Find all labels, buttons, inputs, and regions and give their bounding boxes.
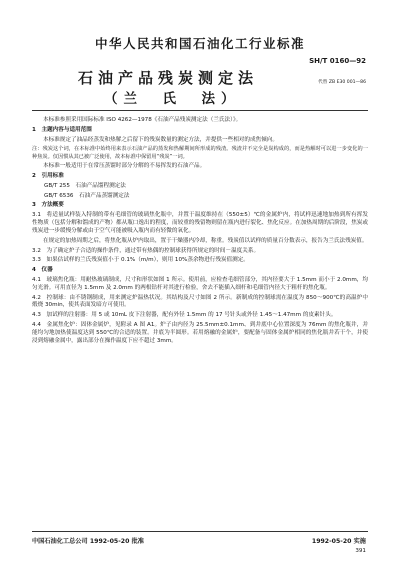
clause-4-3: 4.3 加试样的注射器：用 5 或 10mL 皮下注射器，配有外径 1.5mm 的 17 号针头或外径 1.45～1.47mm 的皮素针头。 [32, 312, 337, 319]
clause-3-1: 3.1 将适量试样装入特制的带有毛细管的玻璃焦化瓶中，并置于温度维持在（550±5）℃的金属炉内，将试样迅速地加热到所有挥发性物质（包括分解和馏成的产物）都从瓶口逸出的程度，而较重的残留物则留在瓶内进行裂化、焦化反应。在加热周期的后阶段，焦炭或残炭进一步缓慢分解或由于空气可能被吸入瓶内而有轻微的氧化。 [32, 212, 368, 234]
section-4-heading: 4 仪器 [32, 267, 53, 274]
standard-number: SH/T 0160—92 [309, 57, 366, 65]
section-1-note: 注：残炭这个词，在本标准中始终用来表示石油产品的蒸发和热解期间所形成的残渣。残渣并不完全是炭构成的，而是热解时可以进一步变化的一种焦炭。仅因惯从其已被广泛使用，故本标准中保留用“残炭”一词。 [32, 146, 368, 160]
reference-item: GB/T 6536 石油产品蒸馏测定法 [44, 192, 130, 199]
document-subtitle: （兰 氏 法） [104, 91, 241, 107]
section-3-heading: 3 方法概要 [32, 202, 64, 209]
clause-3-2: 3.2 为了确定炉子合适的操作条件，通过带有热偶的控制球获得所规定的时间－温度关系。 [32, 247, 260, 254]
section-2-heading: 2 引用标准 [32, 172, 64, 179]
clause-4-2: 4.2 控制球：由不锈钢制成，用来测定炉温热状况。其结构及尺寸如图 2 所示。新制成的控制球需在温度为 850～900℃的高温炉中煅烧 30min，使其表面发暗方可使用。 [32, 294, 368, 309]
approval-info: 中国石油化工总公司 1992-05-20 批准 [32, 538, 144, 545]
clause-3-3: 3.3 如果估试样的兰氏残炭值小于 0.1%（m/m），则用 10%蒸余物进行残炭值测定。 [32, 257, 249, 264]
section-1-scope: 本标准一般适用于在常压蒸馏时部分分解的不易挥发的石油产品。 [43, 163, 206, 170]
document-body [32, 117, 368, 348]
clause-3-1-continued: 在规定的加热周期之后，将焦化瓶从炉内取出，置于干燥器内冷却，称重。残炭值以试样的质量百分数表示，报告为兰氏法残炭值。 [43, 237, 368, 244]
standard-category-title: 中华人民共和国石油化工行业标准 [94, 36, 305, 51]
page-number: 391 [355, 548, 366, 554]
clause-4-1: 4.1 玻璃焦化瓶：用耐热玻璃制成，尺寸和形状如图 1 所示。使用前，应检查毛细管部分，其内径要大于 1.5mm 而小于 2.0mm，均匀光滑。可用直径为 1.5mm 及 2.0mm 的两根钻杆对其进行检验，舍去不能插入细杆和毛细管内径大于粗杆的焦化瓶。 [32, 276, 368, 291]
document-title: 石油产品残炭测定法 [78, 69, 259, 87]
replaces-standard: 代替 ZB E30 001—86 [318, 80, 366, 85]
clause-4-4: 4.4 金属焦化炉：固体金属炉，见附录 A 图 A1。炉子由内径为 25.5mm±0.1mm、到井底中心位置深度为 76mm 的焦化瓶井，并能均匀地加热使温度达到 550℃的合适的装置。井底为半圆形。若用熔融的金属炉，要配备与固体金属炉相同的焦化瓶井若干个，并使浸到熔融金属中，露出部分在操作温度下应不超过 3mm。 [32, 322, 368, 344]
section-1-heading: 1 主题内容与适用范围 [32, 126, 92, 133]
footer-divider [32, 531, 368, 532]
header-divider [32, 110, 368, 111]
reference-item: GB/T 255 石油产品馏程测定法 [44, 182, 126, 189]
implementation-date: 1992-05-20 实施 [311, 538, 366, 545]
section-1-paragraph: 本标准规定了油品经蒸发和热解之后留下的残炭数量的测定方法，并提供一些相对的成焦倾向。 [43, 136, 278, 143]
intro-paragraph: 本标准参照采用国际标准 ISO 4262—1978《石油产品残炭测定法（兰氏法）》。 [43, 117, 242, 123]
